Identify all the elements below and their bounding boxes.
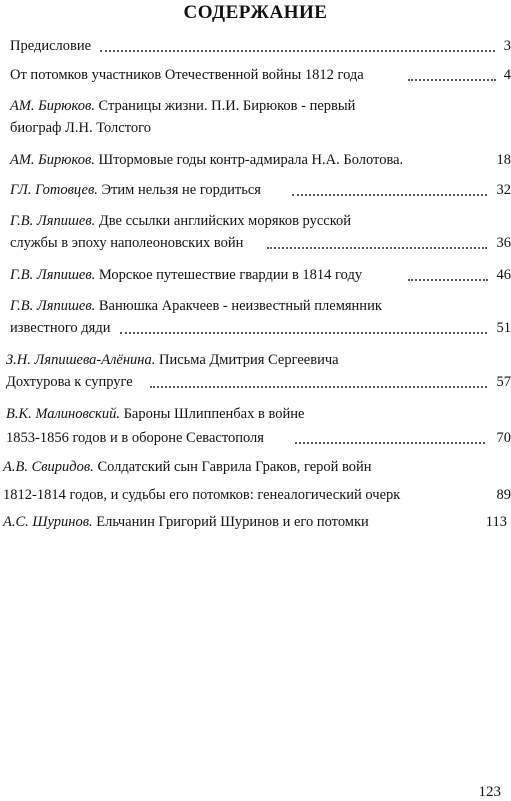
toc-page-number: 3 [503, 38, 511, 54]
toc-entry-line [10, 212, 351, 230]
toc-entry-text: Дохтурова к супруге [6, 374, 133, 390]
toc-entry-text: Ванюшка Аракчеев - неизвестный племянник [95, 298, 382, 314]
toc-page-number: 57 [496, 374, 511, 390]
toc-entry-line [10, 151, 403, 169]
toc-entry-line [10, 97, 355, 115]
toc-page-number: 46 [496, 267, 511, 283]
toc-page-number: 51 [496, 320, 511, 336]
toc-entry-line [6, 351, 339, 369]
page-number: 123 [478, 784, 501, 800]
toc-entry-text: Две ссылки английских моряков русской [95, 213, 352, 229]
toc-entry-line [6, 405, 304, 423]
toc-page-number: 36 [496, 235, 511, 251]
toc-author: Г.В. Ляпишев. [10, 213, 96, 229]
toc-page-number: 32 [496, 182, 511, 198]
toc-author: А.В. Свиридов. [3, 459, 94, 475]
toc-page-number: 70 [496, 430, 511, 446]
leader-dots [408, 277, 488, 281]
toc-entry-text: Ельчанин Григорий Шуринов и его потомки [92, 514, 369, 530]
toc-entry-text: Этим нельзя не гордиться [97, 182, 261, 198]
toc-author: ГЛ. Готовцев. [10, 182, 98, 198]
toc-page-number: 18 [496, 152, 511, 168]
toc-entry-text: Бароны Шлиппенбах в войне [119, 406, 305, 422]
toc-entry-text: 1853-1856 годов и в обороне Севастополя [6, 430, 264, 446]
toc-entry-text: Морское путешествие гвардии в 1814 году [95, 267, 363, 283]
toc-page-number: 4 [503, 67, 511, 83]
toc-author: АМ. Бирюков. [10, 98, 95, 114]
toc-entry-line [3, 513, 369, 531]
leader-dots [295, 440, 485, 444]
toc-entry-line [10, 266, 362, 284]
leader-dots [120, 330, 487, 334]
leader-dots [292, 192, 487, 196]
toc-page-number: 89 [496, 487, 511, 503]
toc-title: СОДЕРЖАНИЕ [183, 2, 328, 23]
toc-entry-line [10, 297, 382, 315]
toc-entry-text: службы в эпоху наполеоновских войн [10, 235, 244, 251]
leader-dots [267, 245, 487, 249]
toc-entry-text: Штормовые годы контр-адмирала Н.А. Болотова. [94, 152, 404, 168]
toc-author: В.К. Малиновский. [6, 406, 120, 422]
toc-page-number: 113 [485, 514, 507, 530]
leader-dots [100, 48, 495, 52]
toc-entry-text: 1812-1814 годов, и судьбы его потомков: генеалогический очерк [3, 487, 401, 503]
toc-author: Г.В. Ляпишев. [10, 267, 96, 283]
toc-entry-text: Письма Дмитрия Сергеевича [155, 352, 339, 368]
leader-dots [150, 384, 487, 388]
toc-author: З.Н. Ляпишева-Алёнина. [6, 352, 156, 368]
toc-entry-text: известного дяди [10, 320, 111, 336]
toc-author: А.С. Шуринов. [3, 514, 93, 530]
toc-author: Г.В. Ляпишев. [10, 298, 96, 314]
toc-entry-text: Страницы жизни. П.И. Бирюков - первый [94, 98, 356, 114]
toc-entry-text: Солдатский сын Гаврила Граков, герой войн [93, 459, 372, 475]
toc-entry-line [10, 181, 261, 199]
toc-entry-text: биограф Л.Н. Толстого [10, 120, 151, 136]
toc-entry-text: Предисловие [10, 38, 92, 54]
toc-author: АМ. Бирюков. [10, 152, 95, 168]
toc-entry-line [3, 458, 372, 476]
toc-entry-text: От потомков участников Отечественной войны 1812 года [10, 67, 364, 83]
